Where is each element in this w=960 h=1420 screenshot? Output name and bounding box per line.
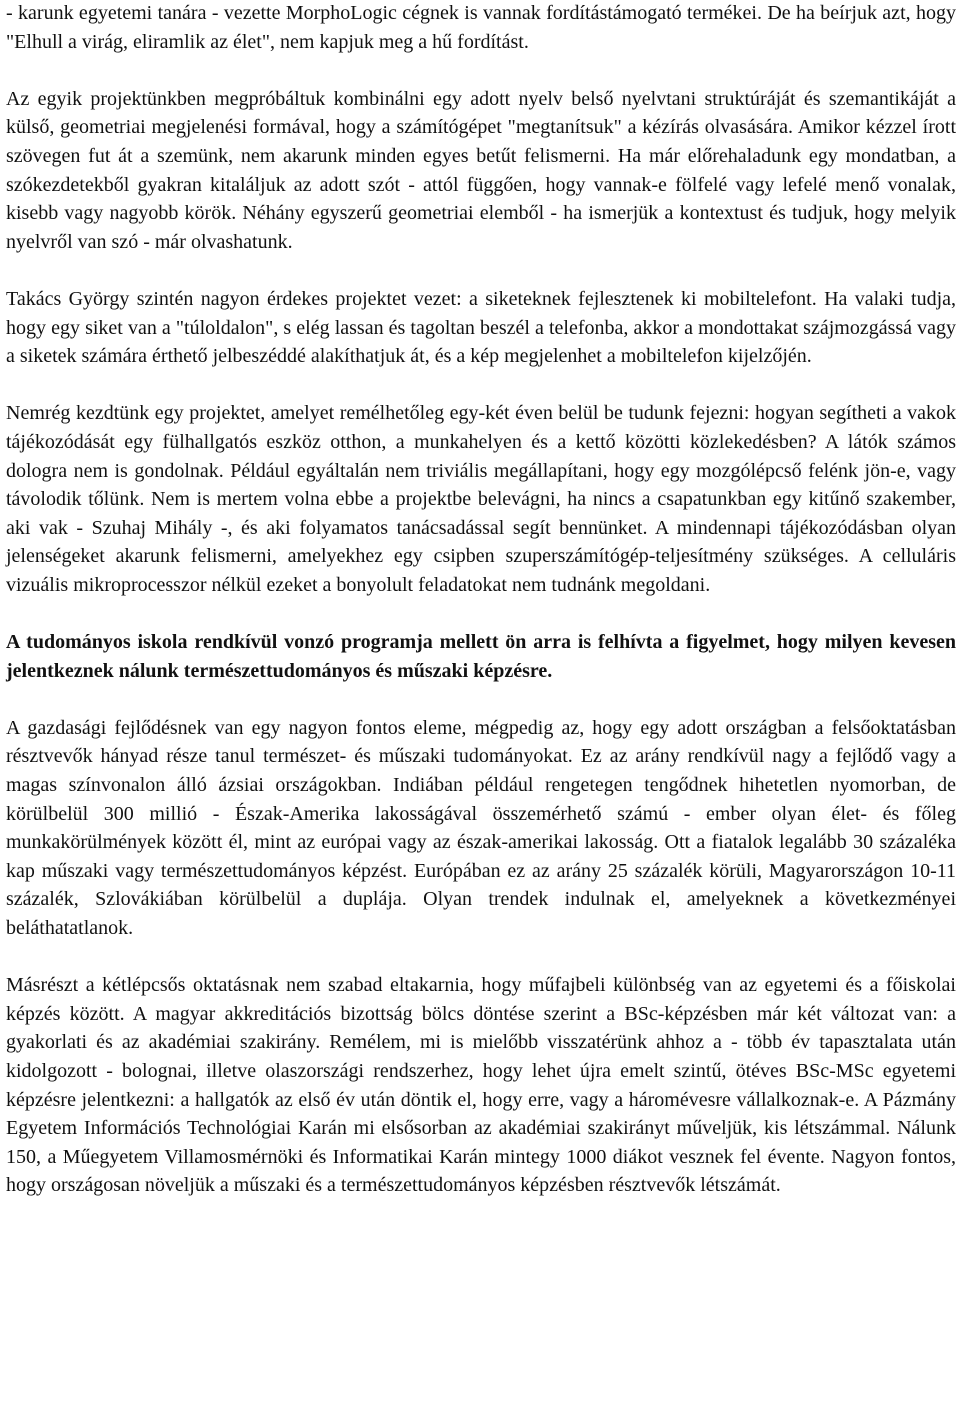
paragraph-6: A gazdasági fejlődésnek van egy nagyon fontos eleme, mégpedig az, hogy egy adott országban a felsőoktatásban résztvevők hányad része tanul természet- és műszaki tudományokat. Ez az arány rendkívül nagy a fejlődő vagy a magas színvonalon álló ázsiai országokban. Indiában például rengetegen tengődnek hihetetlen nyomorban, de körülbelül 300 millió - Észak-Amerika lakosságával összemérhető számú - ember olyan élet- és főleg munkakörülmények között él, mint az európai vagy az észak-amerikai lakosság. Ott a fiatalok legalább 30 százaléka kap műszaki vagy természettudományos képzést. Európában ez az arány 25 százalék körüli, Magyarországon 10-11 százalék, Szlovákiában körülbelül a duplája. Olyan trendek indulnak el, amelyeknek a következményei beláthatatlanok. — [6, 716, 956, 939]
paragraph-7: Másrészt a kétlépcsős oktatásnak nem szabad eltakarnia, hogy műfajbeli különbség van az egyetemi és a főiskolai képzés között. A magyar akkreditációs bizottság bölcs döntése szerint a BSc-képzésben már két változat van: a gyakorlati és az akadémiai szakirány. Remélem, mi is mielőbb visszatérünk ahhoz a - több év tapasztalata után kidolgozott - bolognai, illetve olaszországi rendszerhez, hogy lehet újra emelt szintű, ötéves BSc-MSc egyetemi képzésre jelentkezni: a hallgatók az első év után döntik el, hogy erre, vagy a háromévesre vállalkoznak-e. A Pázmány Egyetem Információs Technológiai Karán mi elsősorban az akadémiai szakirányt műveljük, kis létszámmal. Nálunk 150, a Műegyetem Villamosmérnöki és Informatikai Karán mintegy 1000 diákot vesznek fel évente. Nagyon fontos, hogy országosan növeljük a műszaki és a természettudományos képzésben résztvevők létszámát. — [6, 974, 956, 1197]
paragraph-4: Nemrég kezdtünk egy projektet, amelyet remélhetőleg egy-két éven belül be tudunk fejezni: hogyan segítheti a vakok tájékozódását egy fülhallgatós eszköz otthon, a munkahelyen és a kettő közötti közlekedésben? A látók számos dologra nem is gondolnak. Például egyáltalán nem triviális megállapítani, hogy egy mozgólépcső felénk jön-e, vagy távolodik tőlünk. Nem is mertem volna ebbe a projektbe belevágni, ha nincs a csapatunkban egy kitűnő szakember, aki vak - Szuhaj Mihály -, és aki folyamatos tanácsadással segít bennünket. A mindennapi tájékozódásban olyan jelenségeket akarunk felismerni, amelyekhez egy csipben szuperszámítógép-teljesítmény szükséges. A celluláris vizuális mikroprocesszor nélkül ezeket a bonyolult feladatokat nem tudnánk megoldani. — [6, 402, 956, 596]
interview-question: A tudományos iskola rendkívül vonzó programja mellett ön arra is felhívta a figyelmet, hogy milyen kevesen jelentkeznek nálunk természettudományos és műszaki képzésre. — [6, 631, 956, 682]
paragraph-3: Takács György szintén nagyon érdekes projektet vezet: a siketeknek fejlesztenek ki mobiltelefont. Ha valaki tudja, hogy egy siket van a "túloldalon", s elég lassan és tagoltan beszél a telefonba, akkor a mondottakat szájmozgássá vagy a siketek számára érthető jelbeszéddé alakíthatjuk át, és a kép megjelenhet a mobiltelefon kijelzőjén. — [6, 287, 956, 368]
document-page — [6, 0, 956, 1200]
paragraph-1: - karunk egyetemi tanára - vezette MorphoLogic cégnek is vannak fordítástámogató termékei. De ha beírjuk azt, hogy "Elhull a virág, eliramlik az élet", nem kapjuk meg a hű fordítást. — [6, 2, 956, 53]
paragraph-2: Az egyik projektünkben megpróbáltuk kombinálni egy adott nyelv belső nyelvtani struktúráját és szemantikáját a külső, geometriai megjelenési formával, hogy a számítógépet "megtanítsuk" a kézírás olvasására. Amikor kézzel írott szövegen fut át a szemünk, nem akarunk minden egyes betűt felismerni. Ha már előrehaladunk egy mondatban, a szókezdetekből gyakran kitaláljuk az adott szót - attól függően, hogy vannak-e fölfelé vagy lefelé menő vonalak, kisebb vagy nagyobb körök. Néhány egyszerű geometriai elemből - ha ismerjük a kontextust és tudjuk, hogy melyik nyelvről van szó - már olvashatunk. — [6, 87, 956, 253]
